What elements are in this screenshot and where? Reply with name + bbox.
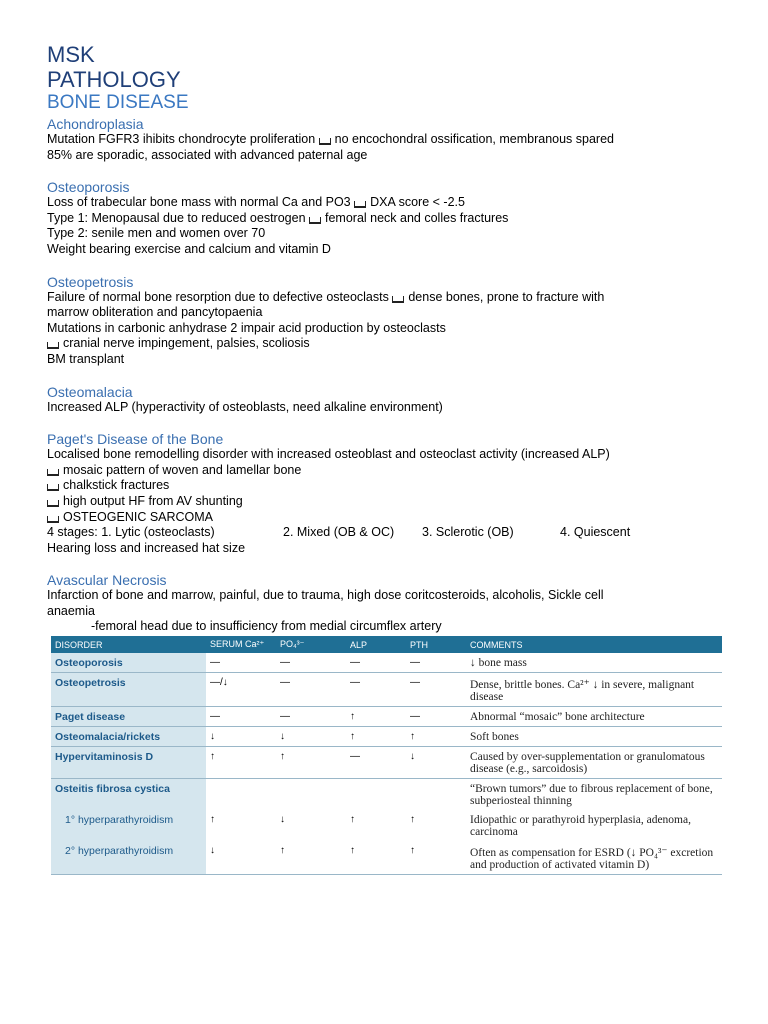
arrow-icon <box>47 469 59 476</box>
table-row <box>51 727 722 747</box>
text-line: anaemia <box>47 603 95 618</box>
arrow-icon <box>392 296 404 303</box>
cell-disorder: Osteoporosis <box>51 653 206 673</box>
cell-ca: ↑ <box>206 747 276 779</box>
title-pathology: PATHOLOGY <box>47 67 181 92</box>
cell-ca: —/↓ <box>206 673 276 707</box>
heading-osteopetrosis: Osteopetrosis <box>47 273 134 290</box>
text-line: Type 1: Menopausal due to reduced oestrogen femoral neck and colles fractures <box>47 210 509 225</box>
cell-alp: — <box>346 653 406 673</box>
table-header-row <box>51 636 722 653</box>
table-row <box>51 779 722 811</box>
table-row <box>51 841 722 875</box>
cell-disorder: 2° hyperparathyroidism <box>51 841 206 875</box>
text-line: Infarction of bone and marrow, painful, due to trauma, high dose coritcosteroids, alcoholis, Sickle cell <box>47 588 604 603</box>
cell-comments: Dense, brittle bones. Ca²⁺ ↓ in severe, malignant disease <box>466 673 722 707</box>
col-header: COMMENTS <box>466 636 722 653</box>
text-line: Failure of normal bone resorption due to defective osteoclasts dense bones, prone to fracture with <box>47 289 605 304</box>
cell-po4: — <box>276 653 346 673</box>
cell-po4 <box>276 779 346 811</box>
text-line: Loss of trabecular bone mass with normal Ca and PO3 DXA score < -2.5 <box>47 195 465 210</box>
cell-comments: Caused by over-supplementation or granulomatous disease (e.g., sarcoidosis) <box>466 747 722 779</box>
table-row <box>51 810 722 841</box>
cell-comments: Idiopathic or parathyroid hyperplasia, adenoma, carcinoma <box>470 814 691 838</box>
cell-po4: ↑ <box>276 747 346 779</box>
text-line: Localised bone remodelling disorder with increased osteoblast and osteoclast activity (increased ALP) <box>47 447 610 462</box>
arrow-icon <box>354 201 366 208</box>
cell-comments: “Brown tumors” due to fibrous replacement of bone, subperiosteal thinning <box>470 783 713 807</box>
cell-alp <box>346 779 406 811</box>
col-header: DISORDER <box>51 636 206 653</box>
col-header: ALP <box>346 636 406 653</box>
cell-po4: — <box>276 673 346 707</box>
heading-paget: Paget's Disease of the Bone <box>47 431 224 448</box>
arrow-icon <box>47 484 59 491</box>
cell-alp: ↑ <box>346 727 406 747</box>
text-line: Weight bearing exercise and calcium and vitamin D <box>47 241 331 256</box>
cell-po4: ↑ <box>276 841 346 875</box>
cell-comments: Soft bones <box>466 727 722 747</box>
cell-alp: ↑ <box>346 707 406 727</box>
arrow-icon <box>309 217 321 224</box>
cell-disorder: 1° hyperparathyroidism <box>51 810 206 841</box>
cell-pth: ↑ <box>410 814 415 825</box>
text-line: BM transplant <box>47 351 125 366</box>
text-line: Mutation FGFR3 ihibits chondrocyte proliferation no encochondral ossification, membranous spared <box>47 132 614 146</box>
cell-ca: ↓ <box>206 727 276 747</box>
text-line: cranial nerve impingement, palsies, scoliosis <box>47 336 737 352</box>
document-page <box>47 42 737 635</box>
cell-ca <box>206 779 276 811</box>
stages-line: 4 stages: 1. Lytic (osteoclasts) 2. Mixed (OB & OC) 3. Sclerotic (OB) 4. Quiescent <box>47 525 631 540</box>
cell-disorder: Osteomalacia/rickets <box>51 727 206 747</box>
text-line: Mutations in carbonic anhydrase 2 impair acid production by osteoclasts <box>47 320 446 335</box>
text-line: chalkstick fractures <box>47 478 737 494</box>
cell-comments: Often as compensation for ESRD (↓ PO₄³⁻ excretion and production of activated vitamin D) <box>466 841 722 875</box>
cell-alp: — <box>346 673 406 707</box>
cell-ca: ↑ <box>210 814 215 825</box>
text-line: Type 2: senile men and women over 70 <box>47 226 266 241</box>
cell-disorder: Osteitis fibrosa cystica <box>51 779 206 811</box>
text-line: 85% are sporadic, associated with advanced paternal age <box>47 147 368 162</box>
cell-po4: — <box>276 707 346 727</box>
cell-disorder: Osteopetrosis <box>51 673 206 707</box>
heading-achondroplasia: Achondroplasia <box>47 116 144 132</box>
text-line: high output HF from AV shunting <box>47 494 737 510</box>
table-row <box>51 747 722 779</box>
subtitle-bone-disease: BONE DISEASE <box>47 92 189 113</box>
cell-po4: ↓ <box>280 814 285 825</box>
heading-osteomalacia: Osteomalacia <box>47 383 133 400</box>
cell-alp: ↑ <box>350 814 355 825</box>
arrow-icon <box>319 138 331 145</box>
bone-disorders-table <box>51 636 722 875</box>
cell-pth: — <box>406 673 466 707</box>
table-row <box>51 707 722 727</box>
col-header: PO₄³⁻ <box>276 636 346 653</box>
cell-ca: — <box>206 707 276 727</box>
text-line: -femoral head due to insufficiency from medial circumflex artery <box>91 619 442 634</box>
text-line: mosaic pattern of woven and lamellar bone <box>47 463 737 479</box>
cell-pth: — <box>406 653 466 673</box>
title-msk: MSK <box>47 42 95 67</box>
table-row <box>51 673 722 707</box>
cell-pth: — <box>406 707 466 727</box>
text-line: marrow obliteration and pancytopaenia <box>47 305 263 320</box>
arrow-icon <box>47 500 59 507</box>
cell-comments: Abnormal “mosaic” bone architecture <box>466 707 722 727</box>
cell-alp: ↑ <box>346 841 406 875</box>
cell-pth: ↑ <box>406 727 466 747</box>
cell-po4: ↓ <box>276 727 346 747</box>
heading-osteoporosis: Osteoporosis <box>47 179 130 196</box>
cell-ca: — <box>206 653 276 673</box>
cell-alp: — <box>346 747 406 779</box>
table-row <box>51 653 722 673</box>
cell-disorder: Hypervitaminosis D <box>51 747 206 779</box>
cell-comments: ↓ bone mass <box>466 653 722 673</box>
text-line: Increased ALP (hyperactivity of osteoblasts, need alkaline environment) <box>47 399 443 414</box>
cell-ca: ↓ <box>206 841 276 875</box>
arrow-icon <box>47 516 59 523</box>
text-line: Hearing loss and increased hat size <box>47 540 246 555</box>
arrow-icon <box>47 342 59 349</box>
text-line: OSTEOGENIC SARCOMA <box>47 510 737 526</box>
cell-pth: ↓ <box>406 747 466 779</box>
cell-pth: ↑ <box>406 841 466 875</box>
col-header: SERUM Ca²⁺ <box>206 636 276 653</box>
cell-pth <box>406 779 466 811</box>
col-header: PTH <box>406 636 466 653</box>
cell-disorder: Paget disease <box>51 707 206 727</box>
heading-avascular-necrosis: Avascular Necrosis <box>47 572 167 589</box>
